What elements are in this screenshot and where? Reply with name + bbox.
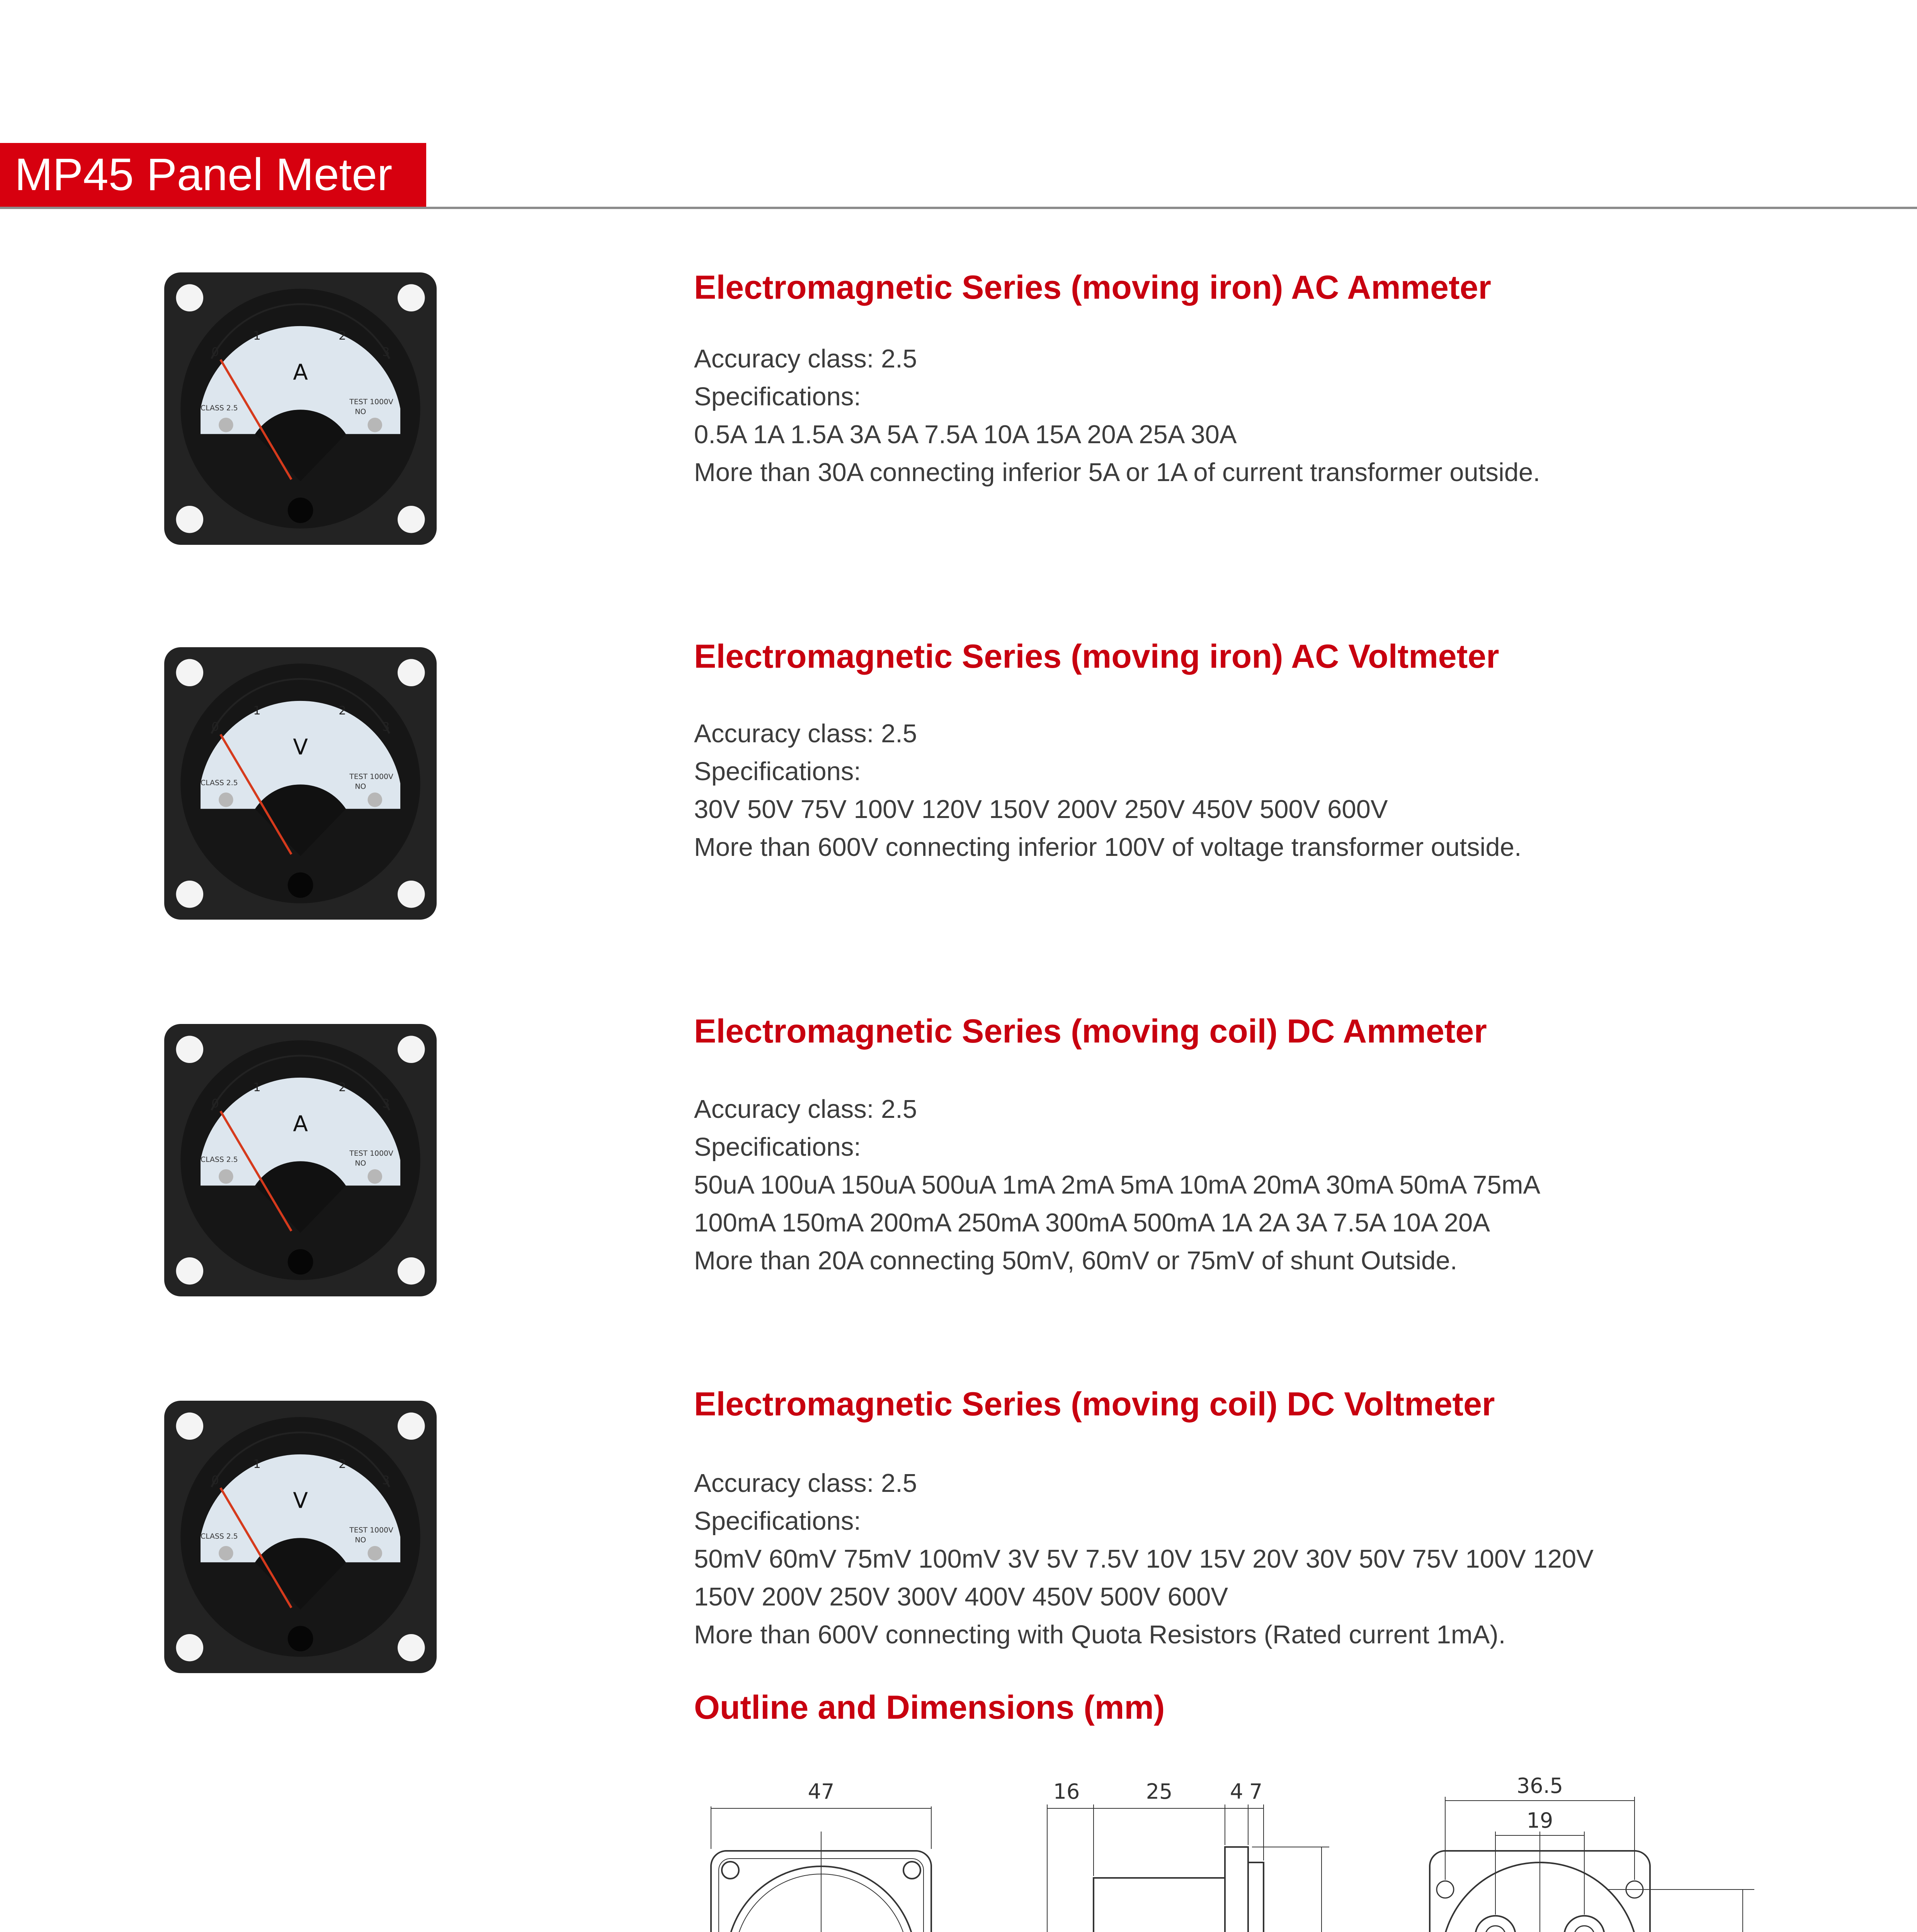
dim-side-d3: 4 <box>1230 1779 1243 1804</box>
meter-unit-label: V <box>293 1488 308 1514</box>
meter-scale-1: 1 <box>253 704 261 718</box>
side-view-drawing <box>1009 1804 1329 1932</box>
meter-scale-3: 3 <box>382 720 390 734</box>
spec-line: 0.5A 1A 1.5A 3A 5A 7.5A 10A 15A 20A 25A 30A <box>694 420 1237 449</box>
meter-no-label: NO <box>355 1159 366 1168</box>
meter-image-dc-voltmeter <box>164 1401 437 1673</box>
meter-scale-2: 2 <box>338 1080 346 1094</box>
meter-class-label: CLASS 2.5 <box>201 1532 238 1541</box>
spec-label: Specifications: <box>694 757 861 786</box>
meter-unit-label: A <box>293 360 308 385</box>
meter-scale-3: 3 <box>382 345 390 359</box>
meter-image-ac-voltmeter <box>164 647 437 920</box>
meter-no-label: NO <box>355 408 366 416</box>
meter-image-ac-ammeter <box>164 272 437 545</box>
meter-scale-1: 1 <box>253 1080 261 1094</box>
meter-scale-0: 0 <box>211 1474 219 1488</box>
meter-scale-0: 0 <box>211 345 219 359</box>
accuracy-class: Accuracy class: 2.5 <box>694 1469 917 1498</box>
dimension-drawings <box>672 1762 1762 1932</box>
dimensions-title: Outline and Dimensions (mm) <box>694 1689 1165 1726</box>
spec-label: Specifications: <box>694 1507 861 1536</box>
meter-scale-1: 1 <box>253 1457 261 1471</box>
accuracy-class: Accuracy class: 2.5 <box>694 1095 917 1124</box>
product-spec-block <box>694 715 1522 866</box>
spec-line: 150V 200V 250V 300V 400V 450V 500V 600V <box>694 1582 1228 1611</box>
accuracy-class: Accuracy class: 2.5 <box>694 719 917 748</box>
product-spec-block <box>694 1090 1540 1280</box>
meter-scale-1: 1 <box>253 329 261 343</box>
meter-scale-2: 2 <box>338 1457 346 1471</box>
meter-scale-0: 0 <box>211 1097 219 1111</box>
front-view-drawing <box>688 1806 954 1932</box>
header-model: MP45 <box>15 149 134 200</box>
dim-back-outer: 36.5 <box>1516 1774 1563 1798</box>
spec-note: More than 600V connecting with Quota Resistors (Rated current 1mA). <box>694 1620 1506 1649</box>
meter-scale-2: 2 <box>338 704 346 718</box>
spec-line: 50mV 60mV 75mV 100mV 3V 5V 7.5V 10V 15V 20V 30V 50V 75V 100V 120V <box>694 1544 1594 1573</box>
meter-test-label: TEST 1000V <box>349 772 393 781</box>
dim-side-d1: 16 <box>1053 1779 1080 1804</box>
product-title: Electromagnetic Series (moving coil) DC Ammeter <box>694 1013 1487 1050</box>
spec-note: More than 20A connecting 50mV, 60mV or 75mV of shunt Outside. <box>694 1246 1458 1275</box>
product-title: Electromagnetic Series (moving coil) DC Voltmeter <box>694 1386 1495 1423</box>
meter-class-label: CLASS 2.5 <box>201 1156 238 1164</box>
header-title: Panel Meter <box>146 149 393 200</box>
product-title: Electromagnetic Series (moving iron) AC Voltmeter <box>694 638 1499 675</box>
meter-image-dc-ammeter <box>164 1024 437 1296</box>
meter-scale-3: 3 <box>382 1097 390 1111</box>
meter-test-label: TEST 1000V <box>349 1526 393 1534</box>
product-title: Electromagnetic Series (moving iron) AC Ammeter <box>694 269 1491 306</box>
dim-side-d4: 7 <box>1249 1779 1263 1804</box>
meter-no-label: NO <box>355 1536 366 1544</box>
meter-no-label: NO <box>355 782 366 791</box>
back-view-drawing <box>1410 1797 1754 1932</box>
product-spec-block <box>694 340 1540 492</box>
meter-class-label: CLASS 2.5 <box>201 404 238 413</box>
meter-unit-label: A <box>293 1111 308 1137</box>
dim-side-d2: 25 <box>1146 1779 1173 1804</box>
page-header <box>0 143 426 207</box>
dim-back-inner: 19 <box>1526 1808 1553 1833</box>
meter-scale-2: 2 <box>338 329 346 343</box>
spec-note: More than 600V connecting inferior 100V of voltage transformer outside. <box>694 833 1522 862</box>
spec-line: 100mA 150mA 200mA 250mA 300mA 500mA 1A 2A 3A 7.5A 10A 20A <box>694 1208 1490 1237</box>
spec-note: More than 30A connecting inferior 5A or 1A of current transformer outside. <box>694 458 1540 487</box>
accuracy-class: Accuracy class: 2.5 <box>694 344 917 373</box>
dim-front-width: 47 <box>808 1779 835 1804</box>
spec-label: Specifications: <box>694 1133 861 1162</box>
meter-class-label: CLASS 2.5 <box>201 779 238 787</box>
spec-label: Specifications: <box>694 382 861 411</box>
header-divider <box>0 207 1917 209</box>
meter-test-label: TEST 1000V <box>349 1149 393 1158</box>
meter-unit-label: V <box>293 735 308 760</box>
spec-line: 30V 50V 75V 100V 120V 150V 200V 250V 450V 500V 600V <box>694 795 1388 824</box>
meter-scale-0: 0 <box>211 720 219 734</box>
product-spec-block <box>694 1464 1594 1654</box>
spec-line: 50uA 100uA 150uA 500uA 1mA 2mA 5mA 10mA 20mA 30mA 50mA 75mA <box>694 1170 1541 1199</box>
meter-scale-3: 3 <box>382 1474 390 1488</box>
meter-test-label: TEST 1000V <box>349 398 393 406</box>
